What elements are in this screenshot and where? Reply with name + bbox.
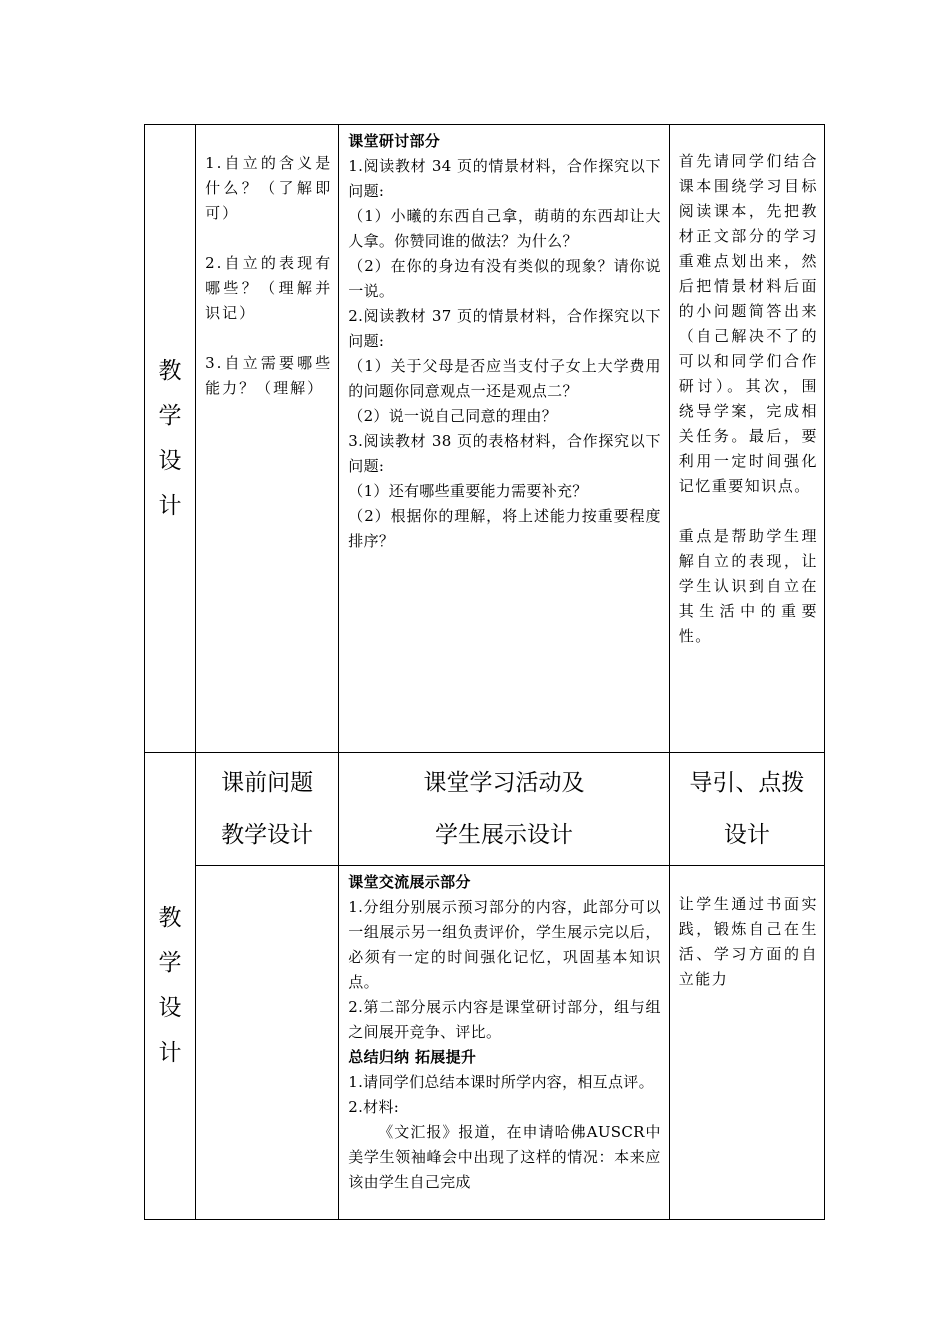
guide-cell [669, 125, 824, 753]
activity-line: 1.分组分别展示预习部分的内容，此部分可以一组展示另一组负责评价，学生展示完以后，必须有一定的时间强化记忆，巩固基本知识点。 [348, 898, 661, 991]
row-label-teaching-design: 教 学 设 计 [145, 753, 196, 1220]
activity-line: （1）小曦的东西自己拿，萌萌的东西却让大人拿。你赞同谁的做法？为什么？ [348, 207, 661, 250]
activity-line: （1）关于父母是否应当支付子女上大学费用的问题你同意观点一还是观点二？ [348, 357, 661, 400]
activity-line: 1.请同学们总结本课时所学内容，相互点评。 [348, 1073, 654, 1091]
row-label-teaching-design: 教 学 设 计 [145, 125, 196, 753]
activity-line: （1）还有哪些重要能力需要补充？ [348, 482, 588, 500]
activity-line: （2）根据你的理解，将上述能力按重要程度排序？ [348, 507, 661, 550]
table-row [145, 866, 825, 1220]
goals-cell-empty [196, 866, 339, 1220]
header-row [145, 753, 825, 866]
guide-paragraph: 首先请同学们结合课本围绕学习目标阅读课本，先把教材正文部分的学习重难点划出来，然后把情景材料后面的小问题简答出来（自己解决不了的可以和同学们合作研讨）。其次，围绕导学案，完成相关任务。最后，要利用一定时间强化记忆重要知识点。 [678, 152, 818, 495]
activity-line: （2）在你的身边有没有类似的现象？请你说一说。 [348, 257, 661, 300]
activity-cell [339, 125, 669, 753]
section-title: 课堂交流展示部分 [348, 873, 471, 891]
activity-cell [339, 866, 669, 1220]
table-row [145, 125, 825, 753]
header-guidance: 导引、点拨 设计 [669, 753, 824, 866]
activity-line: 1.阅读教材 34 页的情景材料，合作探究以下问题: [348, 157, 661, 200]
guide-paragraph: 重点是帮助学生理解自立的表现，让学生认识到自立在其生活中的重要性。 [678, 527, 818, 645]
material-text: 《文汇报》报道，在申请哈佛AUSCR中美学生领袖峰会中出现了这样的情况：本来应该由学生自己完成 [348, 1123, 661, 1191]
goal-item: 3.自立需要哪些能力？（理解） [205, 354, 333, 397]
lesson-plan-table [144, 124, 825, 1220]
activity-line: 2.材料: [348, 1098, 400, 1116]
goal-item: 2.自立的表现有哪些？（理解并识记） [205, 254, 333, 322]
guide-cell [669, 866, 824, 1220]
activity-line: 2.第二部分展示内容是课堂研讨部分，组与组之间展开竞争、评比。 [348, 998, 661, 1041]
guide-paragraph: 让学生通过书面实践，锻炼自己在生活、学习方面的自立能力 [678, 895, 818, 988]
section-title: 课堂研讨部分 [348, 132, 441, 150]
header-pre-class-questions: 课前问题 教学设计 [196, 753, 339, 866]
activity-line: （2）说一说自己同意的理由？ [348, 407, 558, 425]
section-title: 总结归纳 拓展提升 [348, 1048, 477, 1066]
goal-item: 1.自立的含义是什么？（了解即可） [205, 154, 333, 222]
header-class-activities: 课堂学习活动及 学生展示设计 [339, 753, 669, 866]
activity-line: 3.阅读教材 38 页的表格材料，合作探究以下问题: [348, 432, 661, 475]
activity-line: 2.阅读教材 37 页的情景材料，合作探究以下问题: [348, 307, 661, 350]
goals-cell [196, 125, 339, 753]
